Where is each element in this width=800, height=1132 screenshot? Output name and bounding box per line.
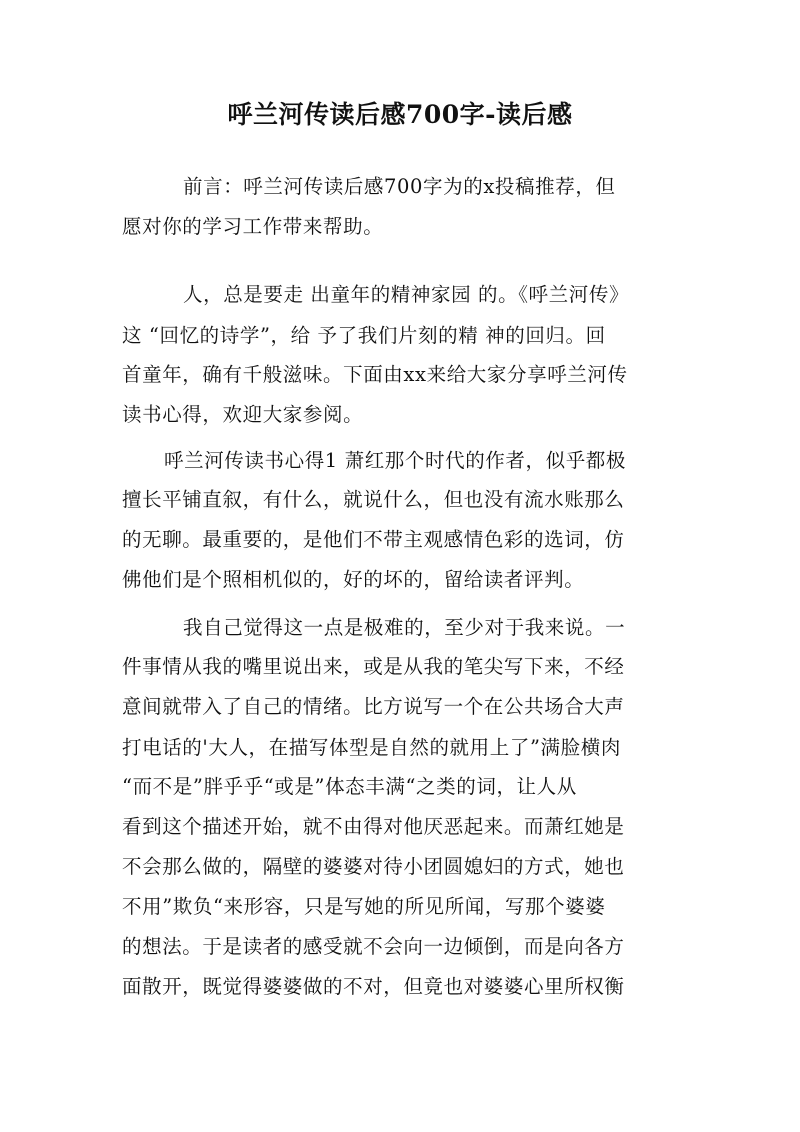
paragraph-line: 意间就带入了自己的情绪。比方说写一个在公共场合大声 bbox=[122, 695, 625, 718]
paragraph-line: 人，总是要走 出童年的精神家园 的。《呼兰河传》 bbox=[183, 283, 630, 306]
paragraph-line: 读书心得，欢迎大家参阅。 bbox=[122, 403, 364, 426]
paragraph-line: 看到这个描述开始，就不由得对他厌恶起来。而萧红她是 bbox=[122, 815, 625, 838]
paragraph-line: 的无聊。最重要的，是他们不带主观感情色彩的选词，仿 bbox=[122, 528, 625, 551]
paragraph-line: 前言：呼兰河传读后感700字为的x投稿推荐，但 bbox=[183, 175, 616, 198]
paragraph-line: 呼兰河传读书心得1 萧红那个时代的作者，似乎都极 bbox=[164, 449, 627, 472]
paragraph-line: 的想法。于是读者的感受就不会向一边倾倒，而是向各方 bbox=[122, 935, 625, 958]
paragraph-line: 件事情从我的嘴里说出来，或是从我的笔尖写下来，不经 bbox=[122, 655, 625, 678]
paragraph-line: 愿对你的学习工作带来帮助。 bbox=[122, 215, 384, 238]
paragraph-line: 打电话的'大人，在描写体型是自然的就用上了”满脸横肉 bbox=[122, 736, 621, 759]
paragraph-line: 首童年，确有千般滋味。下面由xx来给大家分享呼兰河传 bbox=[122, 363, 628, 386]
paragraph-line: 擅长平铺直叙，有什么，就说什么，但也没有流水账那么 bbox=[122, 488, 625, 511]
paragraph-line: 这 “回忆的诗学”，给 予了我们片刻的精 神的回归。回 bbox=[122, 324, 606, 347]
paragraph-line: “而不是”胖乎乎“或是”体态丰满“之类的词，让人从 bbox=[122, 775, 577, 798]
document-title: 呼兰河传读后感700字-读后感 bbox=[227, 100, 573, 129]
paragraph-line: 佛他们是个照相机似的，好的坏的，留给读者评判。 bbox=[122, 568, 585, 591]
paragraph-line: 面散开，既觉得婆婆做的不对，但竟也对婆婆心里所权衡 bbox=[122, 975, 625, 998]
paragraph-line: 不用”欺负“来形容，只是写她的所见所闻，写那个婆婆 bbox=[122, 895, 606, 918]
paragraph-line: 我自己觉得这一点是极难的，至少对于我来说。一 bbox=[183, 616, 626, 639]
paragraph-line: 不会那么做的，隔壁的婆婆对待小团圆媳妇的方式，她也 bbox=[122, 855, 625, 878]
